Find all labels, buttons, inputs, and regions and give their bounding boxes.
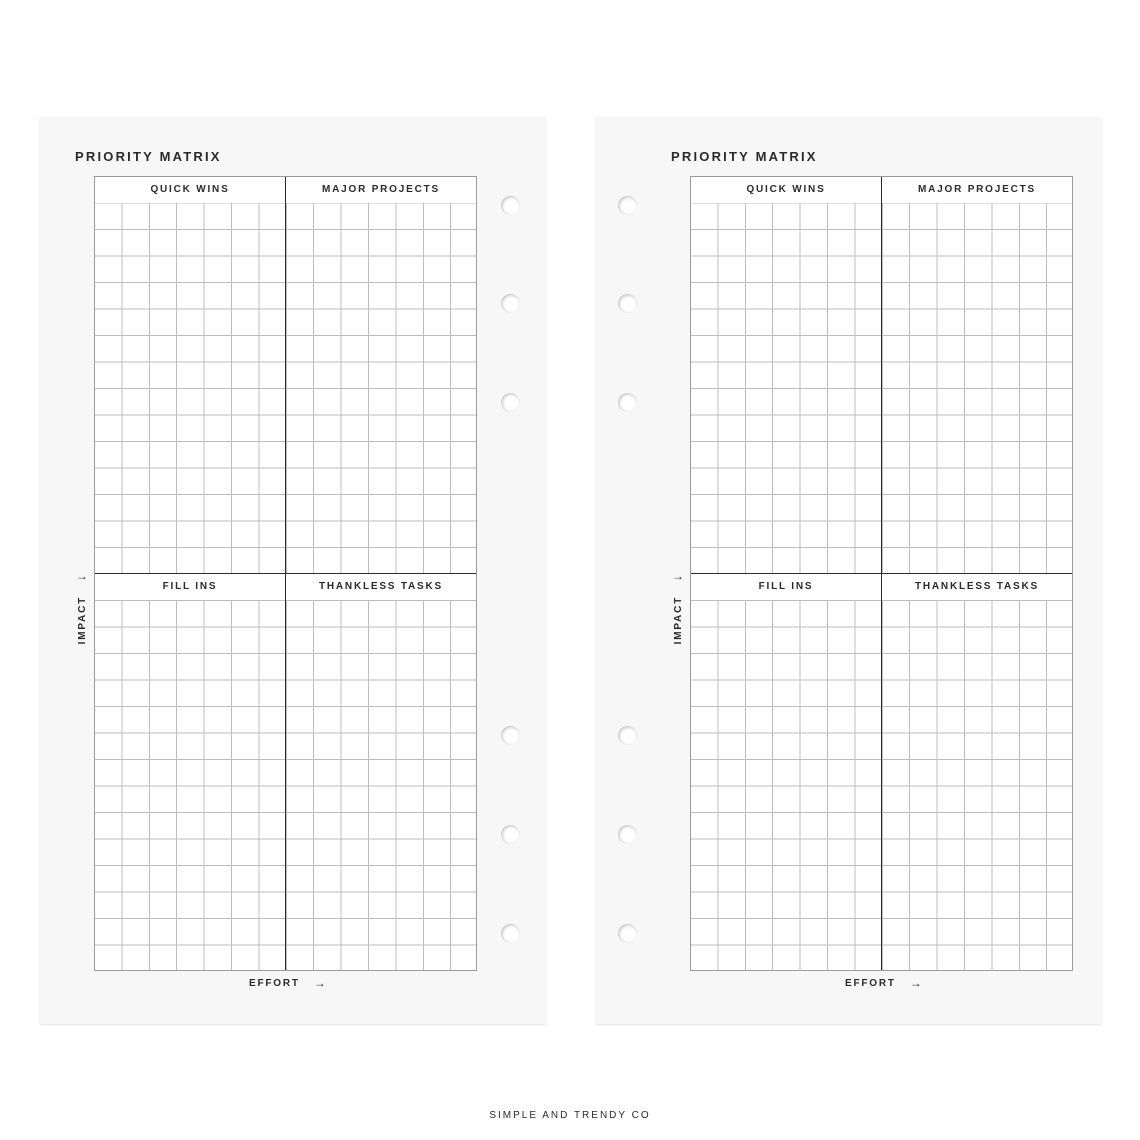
arrow-right-icon: →	[909, 976, 922, 990]
ring-hole	[501, 393, 520, 412]
ring-hole	[618, 924, 637, 943]
impact-axis-label: IMPACT	[672, 596, 684, 645]
ring-hole	[501, 924, 520, 943]
impact-axis-label: IMPACT	[76, 596, 88, 645]
quadrant-label-major-projects: MAJOR PROJECTS	[286, 177, 476, 203]
ring-hole	[618, 196, 637, 215]
ring-hole	[501, 825, 520, 844]
quadrant-label-quick-wins: QUICK WINS	[95, 177, 285, 203]
ring-hole	[501, 726, 520, 745]
quadrant-label-thankless-tasks: THANKLESS TASKS	[286, 574, 476, 600]
effort-axis	[845, 977, 922, 989]
ring-hole	[618, 393, 637, 412]
quadrant-label-fill-ins: FILL INS	[95, 574, 285, 600]
ring-hole	[501, 294, 520, 313]
page-title: PRIORITY MATRIX	[671, 149, 818, 164]
ring-hole	[501, 196, 520, 215]
priority-matrix-grid	[94, 176, 477, 971]
brand-footer: SIMPLE AND TRENDY CO	[489, 1110, 651, 1121]
impact-axis	[670, 570, 686, 644]
arrow-up-icon: →	[672, 569, 684, 583]
page-title: PRIORITY MATRIX	[75, 149, 222, 164]
impact-axis	[74, 570, 90, 644]
effort-axis	[249, 977, 326, 989]
effort-axis-label: EFFORT	[249, 977, 300, 989]
quadrant-label-thankless-tasks: THANKLESS TASKS	[882, 574, 1072, 600]
ring-hole	[618, 825, 637, 844]
arrow-up-icon: →	[76, 569, 88, 583]
quadrant-label-major-projects: MAJOR PROJECTS	[882, 177, 1072, 203]
quadrant-label-fill-ins: FILL INS	[691, 574, 881, 600]
effort-axis-label: EFFORT	[845, 977, 896, 989]
planner-page-right	[596, 117, 1101, 1024]
arrow-right-icon: →	[313, 976, 326, 990]
priority-matrix-grid	[690, 176, 1073, 971]
planner-page-left	[40, 117, 545, 1024]
ring-hole	[618, 294, 637, 313]
quadrant-label-quick-wins: QUICK WINS	[691, 177, 881, 203]
ring-hole	[618, 726, 637, 745]
